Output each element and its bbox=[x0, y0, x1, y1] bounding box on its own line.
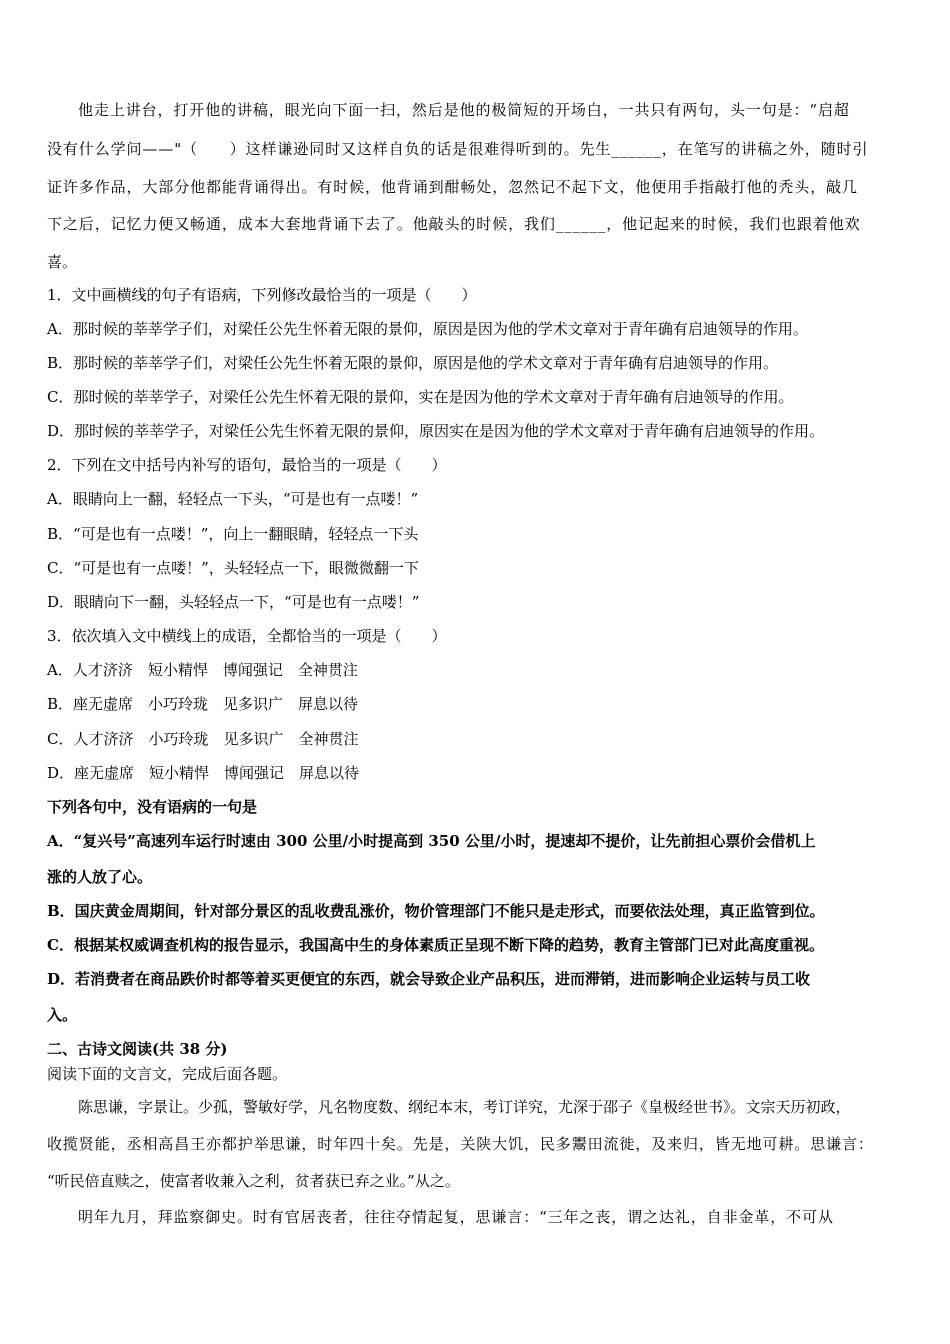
question-2-option-c: C．“可是也有一点喽！”，头轻轻点一下，眼微微翻一下 bbox=[47, 559, 419, 577]
section-heading: 二、古诗文阅读(共 38 分) bbox=[47, 1040, 228, 1058]
passage-line: 证许多作品，大部分他都能背诵得出。有时候，他背诵到酣畅处，忽然记不起下文，他便用手指敲打他的秃头，敲几 bbox=[47, 178, 858, 196]
question-3-option-b: B．座无虚席 小巧玲珑 见多识广 屏息以待 bbox=[47, 695, 359, 713]
classical-text-line: “听民倍直赎之，使富者收兼入之利，贫者获已弃之业。”从之。 bbox=[47, 1172, 460, 1190]
classical-text-line: 陈思谦，字景让。少孤，警敏好学，凡名物度数、纲纪本末，考订详究，尤深于邵子《皇极经世书》。文宗天历初政， bbox=[78, 1098, 851, 1116]
question-1-option-d: D．那时候的莘莘学子，对梁任公先生怀着无限的景仰，原因实在是因为他的学术文章对于青年确有启迪领导的作用。 bbox=[47, 422, 825, 440]
question-2-option-a: A．眼睛向上一翻，轻轻点一下头，“可是也有一点喽！” bbox=[47, 490, 419, 508]
question-3-option-a: A．人才济济 短小精悍 博闻强记 全神贯注 bbox=[47, 661, 358, 679]
question-1-option-a: A．那时候的莘莘学子们，对梁任公先生怀着无限的景仰，原因是因为他的学术文章对于青年确有启迪领导的作用。 bbox=[47, 320, 808, 338]
classical-text-line: 明年九月，拜监察御史。时有官居丧者，往往夺情起复，思谦言：“三年之丧，谓之达礼，自非金革，不可从 bbox=[78, 1208, 834, 1226]
classical-text-line: 收揽贤能，丞相高昌王亦都护举思谦，时年四十矣。先是，关陕大饥，民多鬻田流徙，及来归，皆无地可耕。思谦言： bbox=[47, 1135, 874, 1153]
question-4-option-d: D．若消费者在商品跌价时都等着买更便宜的东西，就会导致企业产品积压，进而滞销，进而影响企业运转与员工收 bbox=[47, 970, 811, 988]
question-2-option-b: B．“可是也有一点喽！”，向上一翻眼睛，轻轻点一下头 bbox=[47, 525, 419, 543]
question-4-option-d-continued: 入。 bbox=[47, 1006, 78, 1024]
question-1-option-c: C．那时候的莘莘学子，对梁任公先生怀着无限的景仰，实在是因为他的学术文章对于青年确有启迪领导的作用。 bbox=[47, 388, 794, 406]
passage-line: 他走上讲台，打开他的讲稿，眼光向下面一扫，然后是他的极简短的开场白，一共只有两句，头一句是：“启超 bbox=[78, 101, 850, 119]
question-2-stem: 2．下列在文中括号内补写的语句，最恰当的一项是（ ） bbox=[47, 456, 447, 474]
question-4-option-a-continued: 涨的人放了心。 bbox=[47, 868, 153, 886]
question-1-option-b: B．那时候的莘莘学子们，对梁任公先生怀着无限的景仰，原因是他的学术文章对于青年确有启迪领导的作用。 bbox=[47, 354, 779, 372]
question-1-stem: 1．文中画横线的句子有语病，下列修改最恰当的一项是（ ） bbox=[47, 286, 477, 304]
question-3-option-c: C．人才济济 小巧玲珑 见多识广 全神贯注 bbox=[47, 730, 359, 748]
question-2-option-d: D．眼睛向下一翻，头轻轻点一下，“可是也有一点喽！” bbox=[47, 593, 420, 611]
question-3-stem: 3．依次填入文中横线上的成语，全都恰当的一项是（ ） bbox=[47, 627, 447, 645]
question-4-option-a: A．“复兴号”高速列车运行时速由 300 公里/小时提高到 350 公里/小时，提速却不提价，让先前担心票价会借机上 bbox=[47, 832, 816, 850]
question-4-option-c: C．根据某权威调查机构的报告显示，我国高中生的身体素质正呈现不断下降的趋势，教育主管部门已对此高度重视。 bbox=[47, 936, 824, 954]
passage-line: 下之后，记忆力便又畅通，成本大套地背诵下去了。他敲头的时候，我们______，他记起来的时候，我们也跟着他欢 bbox=[47, 215, 861, 233]
passage-line: 没有什么学问——"（ ）这样谦逊同时又这样自负的话是很难得听到的。先生______，在笔写的讲稿之外，随时引 bbox=[47, 140, 869, 158]
question-4-stem: 下列各句中，没有语病的一句是 bbox=[47, 798, 258, 816]
passage-line: 喜。 bbox=[47, 253, 78, 271]
question-3-option-d: D．座无虚席 短小精悍 博闻强记 屏息以待 bbox=[47, 764, 360, 782]
section-instruction: 阅读下面的文言文，完成后面各题。 bbox=[47, 1065, 288, 1083]
question-4-option-b: B．国庆黄金周期间，针对部分景区的乱收费乱涨价，物价管理部门不能只是走形式，而要依法处理，真正监管到位。 bbox=[47, 902, 825, 920]
